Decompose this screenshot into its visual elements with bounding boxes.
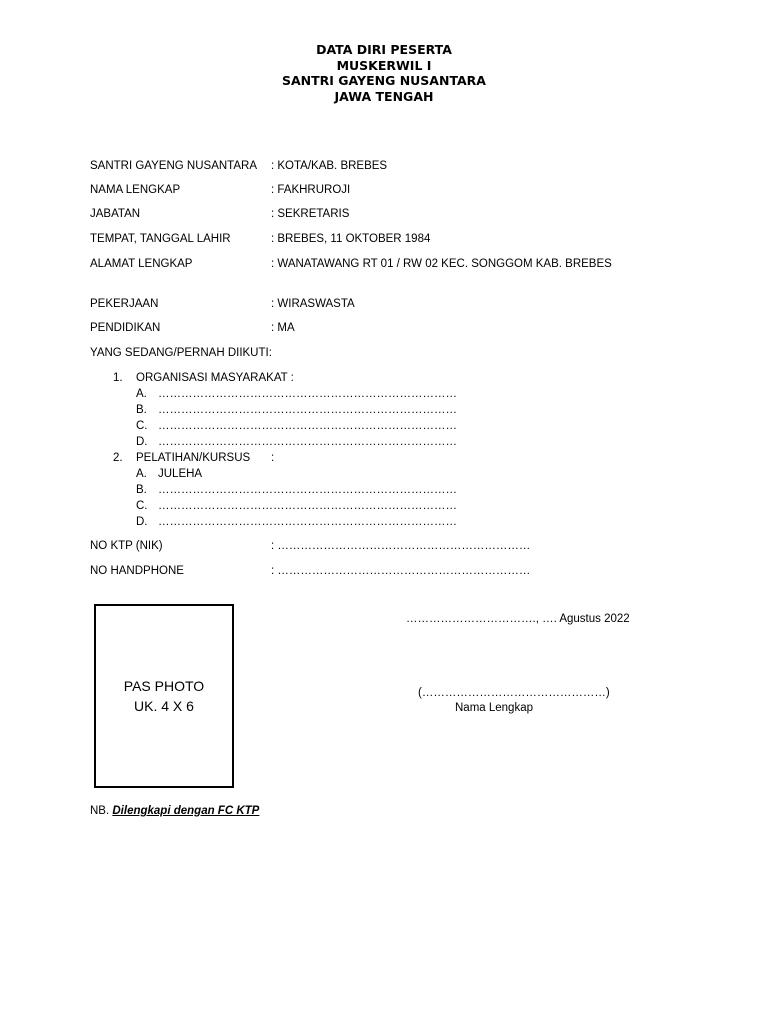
org-item-blank: …………………………………………………………………… — [158, 436, 457, 448]
signature-name: Nama Lengkap — [455, 702, 533, 714]
photo-box — [94, 604, 234, 788]
field-value: : WANATAWANG RT 01 / RW 02 KEC. SONGGOM KAB. BREBES — [271, 258, 612, 270]
org-item-blank: …………………………………………………………………… — [158, 388, 457, 400]
title-line-4: JAWA TENGAH — [334, 88, 434, 104]
signature-line: (…………………………………………) — [418, 687, 610, 699]
list-number: 1. — [113, 372, 123, 384]
field-value: : WIRASWASTA — [271, 298, 355, 310]
note-prefix: NB. — [90, 805, 113, 817]
training-label: PELATIHAN/KURSUS — [136, 452, 251, 464]
title-line-1: DATA DIRI PESERTA — [316, 42, 452, 57]
field-label: NO KTP (NIK) — [90, 540, 163, 552]
training-item-blank: …………………………………………………………………… — [158, 484, 457, 496]
list-letter: B. — [136, 404, 147, 416]
list-letter: C. — [136, 420, 148, 432]
list-number: 2. — [113, 452, 123, 464]
training-item-blank: …………………………………………………………………… — [158, 516, 457, 528]
field-label: NAMA LENGKAP — [90, 184, 181, 196]
training-item: JULEHA — [158, 468, 203, 480]
photo-label-line-1: PAS PHOTO — [123, 678, 205, 694]
field-label: NO HANDPHONE — [90, 565, 184, 577]
field-label: TEMPAT, TANGGAL LAHIR — [90, 233, 231, 245]
org-item-blank: …………………………………………………………………… — [158, 404, 457, 416]
field-label: PEKERJAAN — [90, 298, 159, 310]
field-value: : BREBES, 11 OKTOBER 1984 — [271, 233, 431, 245]
form-title — [0, 42, 768, 104]
followed-label: YANG SEDANG/PERNAH DIIKUTI: — [90, 347, 272, 359]
org-label: ORGANISASI MASYARAKAT : — [136, 372, 294, 384]
note — [90, 805, 259, 817]
date-line: ……………………………., …. Agustus 2022 — [406, 613, 630, 625]
field-value: : MA — [271, 322, 295, 334]
training-colon: : — [271, 452, 275, 464]
list-letter: A. — [136, 468, 147, 480]
title-line-3: SANTRI GAYENG NUSANTARA — [282, 73, 486, 88]
list-letter: D. — [136, 516, 148, 528]
list-letter: D. — [136, 436, 148, 448]
note-text: Dilengkapi dengan FC KTP — [112, 805, 260, 817]
list-letter: B. — [136, 484, 147, 496]
photo-label-line-2: UK. 4 X 6 — [134, 698, 194, 714]
field-label: JABATAN — [90, 208, 141, 220]
field-label: ALAMAT LENGKAP — [90, 258, 193, 270]
field-label: PENDIDIKAN — [90, 322, 161, 334]
field-value: : ………………………………………………………… — [271, 540, 531, 552]
field-value: : SEKRETARIS — [271, 208, 350, 220]
field-value: : ………………………………………………………… — [271, 565, 531, 577]
list-letter: C. — [136, 500, 148, 512]
training-item-blank: …………………………………………………………………… — [158, 500, 457, 512]
title-line-2: MUSKERWIL I — [336, 57, 432, 73]
field-value: : FAKHRUROJI — [271, 184, 351, 196]
list-letter: A. — [136, 388, 147, 400]
org-item-blank: …………………………………………………………………… — [158, 420, 457, 432]
field-label: SANTRI GAYENG NUSANTARA — [90, 160, 257, 172]
field-value: : KOTA/KAB. BREBES — [271, 160, 388, 172]
